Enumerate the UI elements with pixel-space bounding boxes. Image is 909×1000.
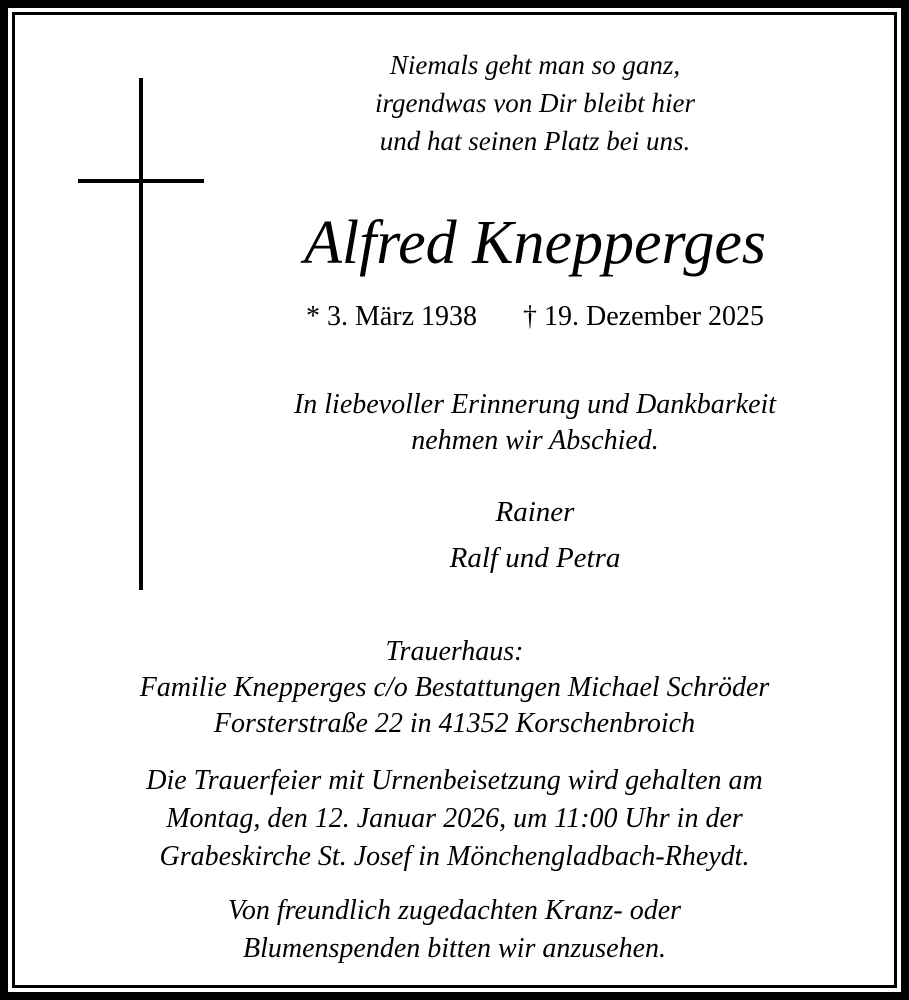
service-line: Die Trauerfeier mit Urnenbeisetzung wird gehalten am <box>146 765 763 796</box>
request-line: Blumenspenden bitten wir anzusehen. <box>242 933 667 964</box>
birth-star-icon: * <box>305 301 320 332</box>
service-line: Montag, den 12. Januar 2026, um 11:00 Uhr in der <box>166 803 743 834</box>
cross-icon-vertical-bar <box>139 78 143 590</box>
death-info <box>523 297 764 337</box>
birth-date: 3. März 1938 <box>326 301 478 332</box>
flower-donation-request <box>40 892 869 968</box>
farewell-line: In liebevoller Erinnerung und Dankbarkeit <box>293 389 777 420</box>
birth-info <box>306 297 477 337</box>
motto-line: Niemals geht man so ganz, <box>389 50 681 80</box>
death-date: 19. Dezember 2025 <box>544 301 765 332</box>
cross-icon-horizontal-bar <box>78 179 204 183</box>
farewell-line: nehmen wir Abschied. <box>411 425 659 456</box>
farewell-text <box>200 387 870 459</box>
request-line: Von freundlich zugedachten Kranz- oder <box>227 895 682 926</box>
death-dagger-icon: † <box>523 301 538 332</box>
mourning-house-line: Forsterstraße 22 in 41352 Korschenbroich <box>213 708 696 739</box>
mourning-house-address <box>40 634 869 742</box>
family-names <box>300 489 770 581</box>
motto-line: und hat seinen Platz bei uns. <box>379 126 691 156</box>
deceased-name: Alfred Knepperges <box>303 209 767 277</box>
motto-verse <box>300 46 770 160</box>
family-member: Ralf und Petra <box>449 542 621 574</box>
funeral-service-info <box>40 762 869 876</box>
life-dates <box>250 297 820 337</box>
mourning-house-label: Trauerhaus: <box>385 636 524 667</box>
service-line: Grabeskirche St. Josef in Mönchengladbach-Rheydt. <box>159 841 750 872</box>
motto-line: irgendwas von Dir bleibt hier <box>375 88 695 118</box>
family-member: Rainer <box>495 496 575 528</box>
mourning-house-line: Familie Knepperges c/o Bestattungen Michael Schröder <box>139 672 770 703</box>
